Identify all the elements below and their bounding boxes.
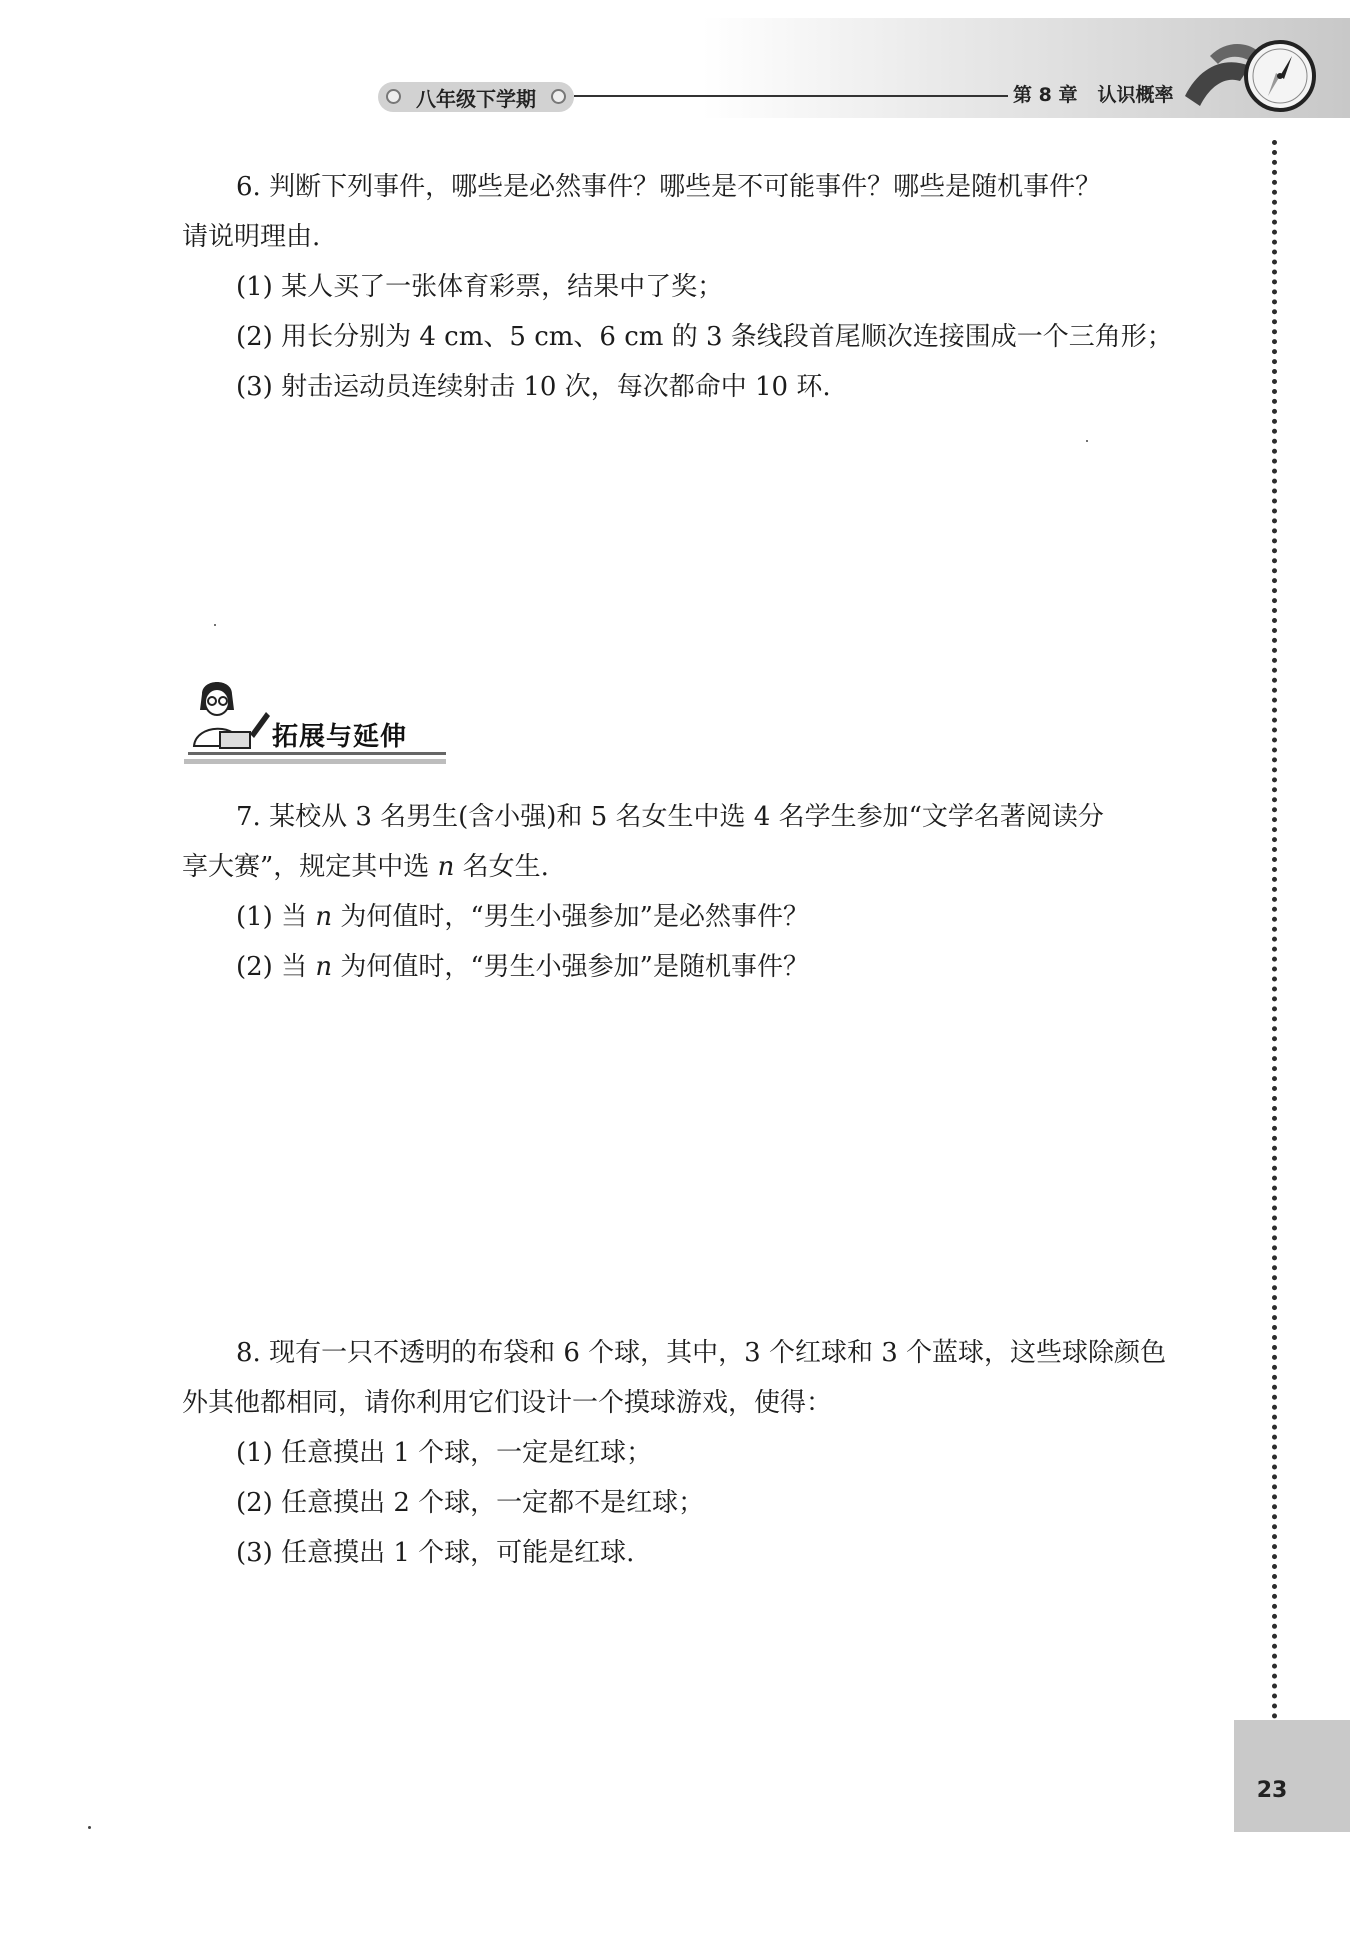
chapter-label [1013,80,1193,107]
pill-dot-left [386,89,401,104]
margin-dotted-rule [1272,140,1277,1720]
chapter-number: 第 8 章 [1013,84,1078,106]
q6-item-3: (3) 射击运动员连续射击 10 次，每次都命中 10 环. [236,372,831,402]
section-underline-shadow [184,759,446,764]
q8-item-1: (1) 任意摸出 1 个球，一定是红球； [236,1438,653,1468]
q8-item-2: (2) 任意摸出 2 个球，一定都不是红球； [236,1488,705,1518]
header-rule [574,95,1008,97]
teacher-illustration-icon [180,676,274,758]
q6-item-2: (2) 用长分别为 4 cm、5 cm、6 cm 的 3 条线段首尾顺次连接围成一个三角形； [236,322,1173,352]
q7-item-1: (1) 当 n 为何值时，“男生小强参加”是必然事件？ [236,902,809,932]
page-number: 23 [1256,1778,1288,1803]
section-underline [188,752,446,755]
section-title: 拓展与延伸 [272,722,408,752]
print-speck [214,624,216,626]
page-number-tab [1234,1720,1350,1832]
q7-stem-line1: 7. 某校从 3 名男生(含小强)和 5 名女生中选 4 名学生参加“文学名著阅读分 [236,802,1104,832]
q6-stem-line1: 6. 判断下列事件，哪些是必然事件？哪些是不可能事件？哪些是随机事件？ [236,172,1102,202]
q8-stem-line2: 外其他都相同，请你利用它们设计一个摸球游戏，使得： [182,1388,833,1418]
print-speck [1086,440,1088,442]
section-heading [180,676,450,764]
grade-label [378,82,574,112]
question-8 [182,1328,1192,1578]
q6-item-1: (1) 某人买了一张体育彩票，结果中了奖； [236,272,724,302]
pill-dot-right [551,89,566,104]
chapter-title: 认识概率 [1097,84,1174,106]
q6-stem-line2: 请说明理由. [182,222,321,252]
q7-item-2: (2) 当 n 为何值时，“男生小强参加”是随机事件？ [236,952,809,982]
q8-stem-line1: 8. 现有一只不透明的布袋和 6 个球，其中，3 个红球和 3 个蓝球，这些球除颜色 [236,1338,1167,1368]
compass-runner-icon [1180,26,1320,126]
print-speck [88,1826,91,1829]
q7-stem-line2: 享大赛”，规定其中选 n 名女生. [182,852,549,882]
grade-text: 八年级下学期 [416,86,536,111]
question-6 [182,162,1192,412]
question-7 [182,792,1192,992]
q8-item-3: (3) 任意摸出 1 个球，可能是红球. [236,1538,635,1568]
